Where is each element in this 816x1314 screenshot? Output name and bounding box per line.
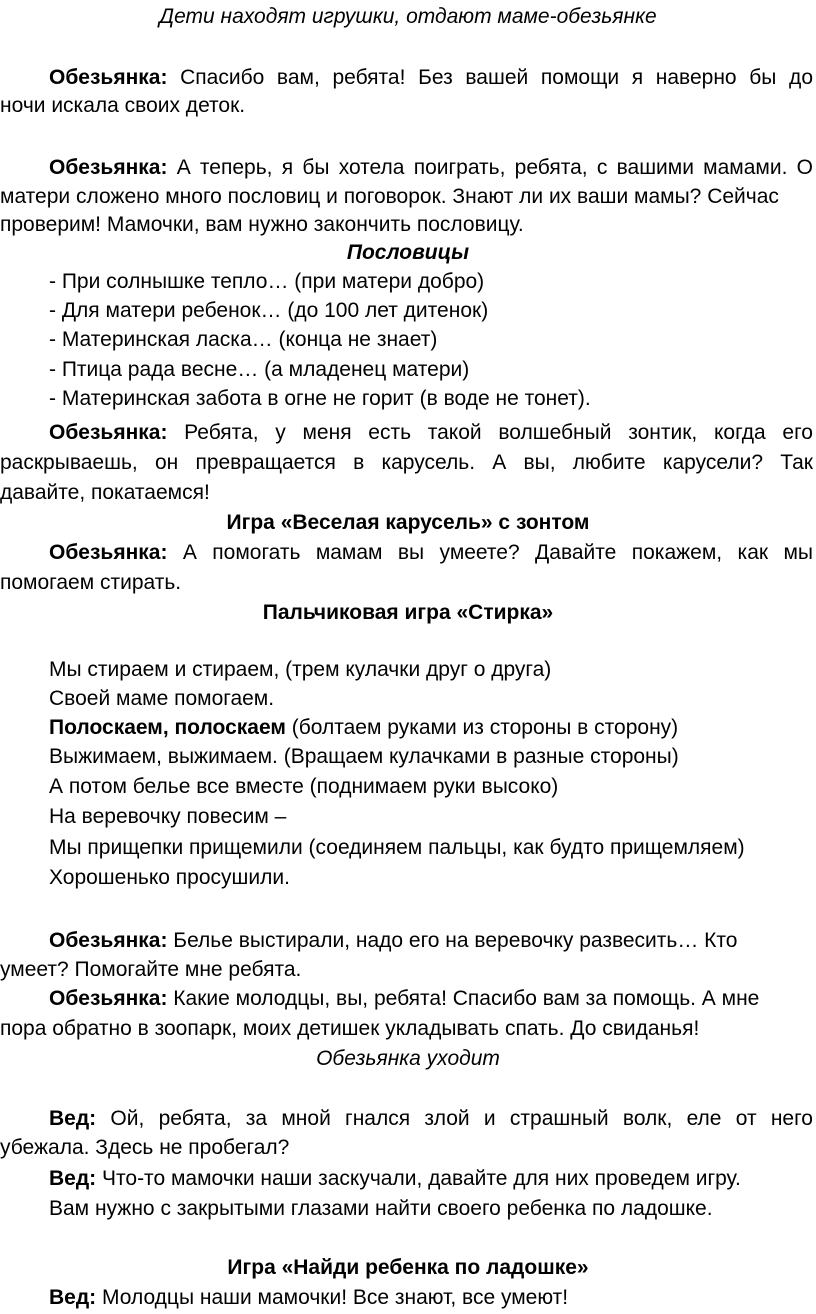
host-line-wolf: Вед: Ой, ребята, за мной гнался злой и страшный волк, еле от него: [49, 1107, 813, 1130]
proverb-item: - Птица рада весне… (а младенец матери): [49, 358, 470, 381]
speaker-label: Обезьянка:: [49, 929, 168, 952]
poem-line: Своей маме помогаем.: [49, 687, 275, 710]
poem-line: А потом белье все вместе (поднимаем руки высоко): [49, 775, 559, 798]
stage-direction-monkey-leaves: Обезьянка уходит: [316, 1047, 500, 1070]
speaker-label: Вед:: [49, 1107, 97, 1130]
speaker-label: Вед:: [49, 1167, 97, 1190]
speaker-label: Вед:: [49, 1286, 97, 1309]
poem-line: На веревочку повесим –: [49, 805, 287, 828]
section-heading-finger-game: Пальчиковая игра «Стирка»: [262, 601, 554, 624]
paragraph-line: давайте, покатаемся!: [0, 481, 210, 504]
poem-line: Хорошенько просушили.: [49, 866, 290, 889]
host-line-game: Вед: Что-то мамочки наши заскучали, давайте для них проведем игру.: [49, 1167, 741, 1190]
poem-bold-phrase: Полоскаем, полоскаем: [49, 716, 286, 739]
paragraph-line: Вам нужно с закрытыми глазами найти своего ребенка по ладошке.: [49, 1197, 713, 1220]
speaker-label: Обезьянка:: [49, 421, 168, 444]
monkey-line-goodbye: Обезьянка: Какие молодцы, вы, ребята! Спасибо вам за помощь. А мне: [49, 987, 760, 1010]
speaker-label: Обезьянка:: [49, 156, 168, 179]
section-heading-carousel-game: Игра «Веселая карусель» с зонтом: [226, 511, 590, 534]
poem-line: Полоскаем, полоскаем (болтаем руками из стороны в сторону): [49, 716, 679, 739]
paragraph-line: убежала. Здесь не пробегал?: [0, 1136, 290, 1159]
paragraph-line: матери сложено много пословиц и поговорок. Знают ли их ваши мамы? Сейчас: [0, 185, 779, 208]
paragraph-line: умеет? Помогайте мне ребята.: [0, 958, 302, 981]
monkey-line-umbrella: Обезьянка: Ребята, у меня есть такой волшебный зонтик, когда его: [49, 421, 813, 444]
section-heading-palm-game: Игра «Найди ребенка по ладошке»: [227, 1256, 589, 1279]
poem-line: Мы стираем и стираем, (трем кулачки друг о друга): [49, 658, 552, 681]
paragraph-line: проверим! Мамочки, вам нужно закончить пословицу.: [0, 213, 524, 236]
stage-direction-children: Дети находят игрушки, отдают маме-обезьянке: [159, 5, 657, 28]
proverb-item: - При солнышке тепло… (при матери добро): [49, 270, 485, 293]
speaker-label: Обезьянка:: [49, 541, 168, 564]
monkey-line-help-moms: Обезьянка: А помогать мамам вы умеете? Давайте покажем, как мы: [49, 541, 813, 564]
monkey-line-laundry: Обезьянка: Белье выстирали, надо его на веревочку развесить… Кто: [49, 929, 738, 952]
host-line-well-done: Вед: Молодцы наши мамочки! Все знают, все умеют!: [49, 1286, 569, 1309]
monkey-line-play-with-moms: Обезьянка: А теперь, я бы хотела поиграть, ребята, с вашими мамами. О: [49, 156, 813, 179]
poem-line: Мы прищепки прищемили (соединяем пальцы, как будто прищемляем): [49, 836, 745, 859]
poem-line: Выжимаем, выжимаем. (Вращаем кулачками в разные стороны): [49, 745, 679, 768]
speaker-label: Обезьянка:: [49, 987, 168, 1010]
paragraph-line: ночи искала своих деток.: [0, 94, 246, 117]
proverb-item: - Для матери ребенок… (до 100 лет дитенок): [49, 299, 489, 322]
speaker-label: Обезьянка:: [49, 66, 168, 89]
paragraph-line: помогаем стирать.: [0, 571, 182, 594]
section-heading-proverbs: Пословицы: [346, 241, 470, 264]
proverb-item: - Материнская забота в огне не горит (в воде не тонет).: [49, 387, 591, 410]
paragraph-line: раскрываешь, он превращается в карусель. А вы, любите карусели? Так: [0, 451, 813, 474]
paragraph-line: пора обратно в зоопарк, моих детишек укладывать спать. До свиданья!: [0, 1017, 700, 1040]
monkey-line-thanks: Обезьянка: Спасибо вам, ребята! Без вашей помощи я наверно бы до: [49, 66, 813, 89]
proverb-item: - Материнская ласка… (конца не знает): [49, 328, 438, 351]
